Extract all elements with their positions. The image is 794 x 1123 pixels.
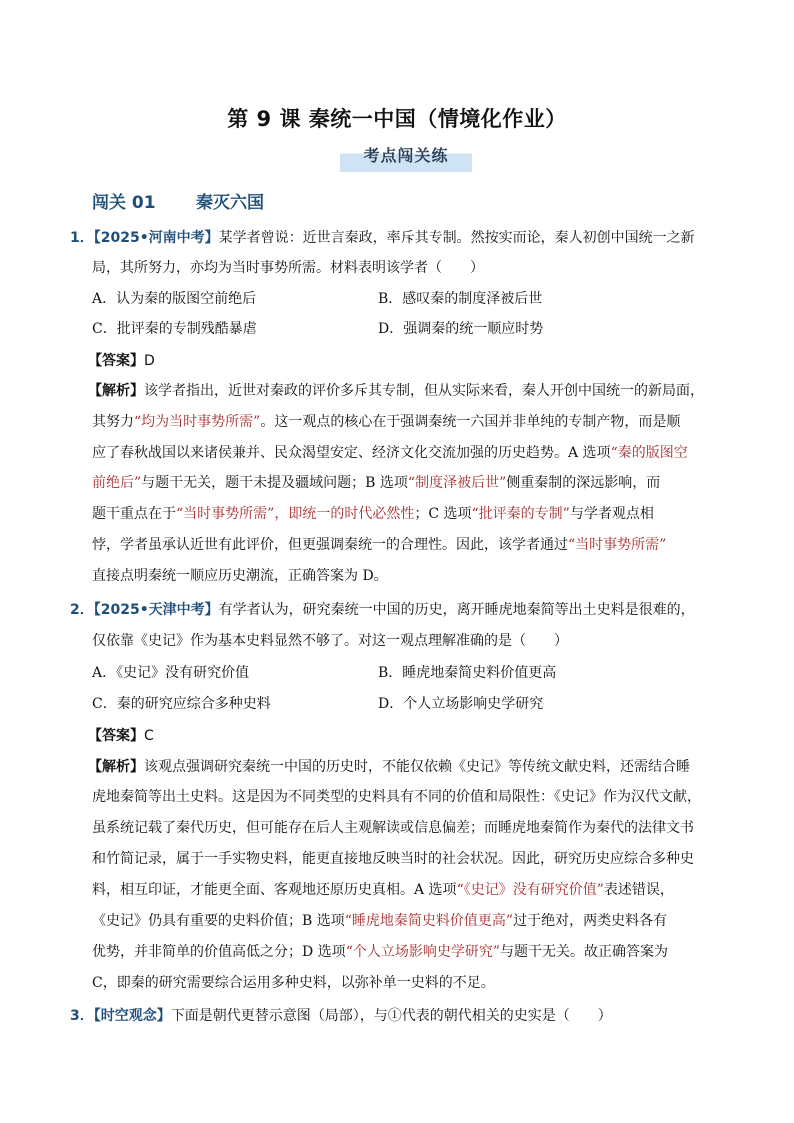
question-number: 2． [70, 602, 94, 618]
question-source: 【时空观念】 [93, 1008, 171, 1024]
analysis-text: 。这一观点的核心在于强调秦统一六国并非单纯的专制产物，而是顺 [260, 414, 681, 430]
analysis-text: ；C 选项 [414, 506, 472, 522]
analysis-line [92, 412, 680, 432]
analysis-text: 料，相互印证，才能更全面、客观地还原历史真相。A 选项 [92, 882, 457, 898]
analysis-line [92, 973, 495, 993]
section-heading [92, 188, 264, 213]
answer-label: 【答案】 [88, 728, 144, 744]
stamp-label: 考点闯关练 [363, 146, 449, 165]
analysis-line [92, 535, 666, 555]
quoted-text: 前绝后” [92, 475, 142, 491]
analysis-text: 虽系统记载了秦代历史，但可能存在后人主观解读或信息偏差；而睡虎地秦简作为秦代的法律文书 [92, 820, 694, 836]
quoted-text: “《史记》没有研究价值” [456, 882, 604, 898]
analysis-text: 与题干无关。故正确答案为 [500, 944, 669, 960]
answer-line [88, 351, 155, 371]
quoted-text: “当时事势所需”，即统一的时代必然性 [176, 506, 415, 522]
analysis-line [92, 787, 701, 807]
option-a: A．认为秦的版图空前绝后 [92, 291, 257, 307]
question-stem-line [70, 228, 695, 248]
question-stem-line [92, 258, 484, 278]
answer-label: 【答案】 [88, 353, 144, 369]
analysis-line [88, 757, 690, 777]
question-number: 1． [70, 230, 94, 246]
section-number: 闯关 01 [92, 193, 156, 213]
analysis-text: 和竹简记录，属于一手实物史料，能更直接地反映当时的社会状况。因此，研究历史应综合多种史 [92, 851, 694, 867]
option-a: A．《史记》没有研究价值 [92, 665, 250, 681]
option-c: C．秦的研究应综合多种史料 [92, 696, 271, 712]
question-text: 有学者认为，研究秦统一中国的历史，离开睡虎地秦简等出土史料是很难的， [218, 602, 695, 618]
analysis-text: 表述错误， [603, 882, 674, 898]
analysis-line [92, 911, 667, 931]
option-b: B．睡虎地秦简史料价值更高 [378, 665, 557, 681]
quoted-text: “均为当时事势所需” [134, 414, 261, 430]
analysis-line [92, 504, 654, 524]
question-text: 某学者曾说：近世言秦政，率斥其专制。然按实而论，秦人初创中国统一之新 [218, 230, 695, 246]
question-text: 仅依靠《史记》作为基本史料显然不够了。对这一观点理解准确的是（ ） [92, 633, 568, 649]
analysis-line [92, 473, 660, 493]
analysis-text: 《史记》仍具有重要的史料价值；B 选项 [92, 913, 345, 929]
analysis-text: 与学者观点相 [569, 506, 654, 522]
answer-line [88, 726, 154, 746]
analysis-line [92, 880, 674, 900]
option-c: C．批评秦的专制残酷暴虐 [92, 321, 257, 337]
analysis-text: 虎地秦简等出土史料。这是因为不同类型的史料具有不同的价值和局限性：《史记》作为汉代文献， [92, 789, 701, 805]
option-d: D．强调秦的统一顺应时势 [378, 321, 544, 337]
question-text: 下面是朝代更替示意图（局部），与①代表的朝代相关的史实是（ ） [170, 1008, 612, 1024]
analysis-text: C，即秦的研究需要综合运用多种史料，以弥补单一史料的不足。 [92, 975, 495, 991]
question-source: 【2025•河南中考】 [93, 230, 219, 246]
option-d: D．个人立场影响史学研究 [378, 696, 544, 712]
analysis-line [92, 818, 694, 838]
quoted-text: “睡虎地秦简史料价值更高” [344, 913, 514, 929]
quoted-text: “制度泽被后世” [407, 475, 507, 491]
answer-value: C [144, 728, 154, 744]
analysis-text: 该学者指出，近世对秦政的评价多斥其专制，但从实际来看，秦人开创中国统一的新局面， [144, 383, 704, 399]
analysis-text: 与题干无关，题干未提及疆域问题；B 选项 [141, 475, 408, 491]
answer-value: D [144, 353, 155, 369]
question-stem-line [70, 1006, 612, 1026]
analysis-text: 其努力 [92, 414, 134, 430]
quoted-text: “个人立场影响史学研究” [345, 944, 501, 960]
analysis-line [88, 381, 704, 401]
analysis-text: 过于绝对，两类史料各有 [513, 913, 668, 929]
analysis-text: 应了春秋战国以来诸侯兼并、民众渴望安定、经济文化交流加强的历史趋势。A 选项 [92, 445, 611, 461]
analysis-line [92, 443, 688, 463]
question-source: 【2025•天津中考】 [93, 602, 219, 618]
question-stem-line [92, 631, 568, 651]
analysis-text: 题干重点在于 [92, 506, 176, 522]
analysis-text: 悖，学者虽承认近世有此评价，但更强调秦统一的合理性。因此，该学者通过 [92, 537, 568, 553]
analysis-text: 侧重秦制的深远影响，而 [506, 475, 661, 491]
option-b: B．感叹秦的制度泽被后世 [378, 291, 543, 307]
analysis-line [92, 942, 668, 962]
analysis-text: 优势，并非简单的价值高低之分；D 选项 [92, 944, 346, 960]
quoted-text: “当时事势所需” [568, 537, 667, 553]
question-stem-line [70, 600, 695, 620]
section-name: 秦灭六国 [196, 193, 264, 213]
analysis-label: 【解析】 [88, 759, 144, 775]
analysis-line [92, 849, 694, 869]
analysis-text: 直接点明秦统一顺应历史潮流，正确答案为 D。 [92, 568, 388, 584]
analysis-text: 该观点强调研究秦统一中国的历史时，不能仅依赖《史记》等传统文献史料，还需结合睡 [144, 759, 690, 775]
question-text: 局，其所努力，亦均为当时事势所需。材料表明该学者（ ） [92, 260, 484, 276]
analysis-label: 【解析】 [88, 383, 144, 399]
analysis-line [92, 566, 388, 586]
quoted-text: “批评秦的专制” [471, 506, 570, 522]
page-title: 第 9 课 秦统一中国（情境化作业） [227, 107, 567, 131]
question-number: 3． [70, 1008, 94, 1024]
section-stamp [340, 142, 472, 172]
quoted-text: “秦的版图空 [610, 445, 688, 461]
